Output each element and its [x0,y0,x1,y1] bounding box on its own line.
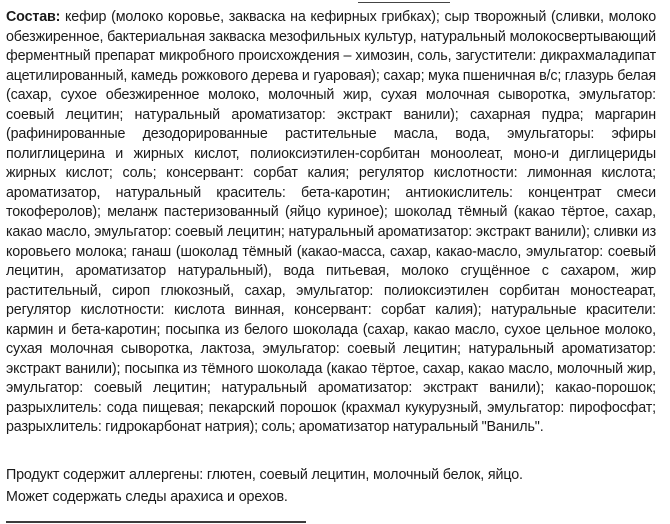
composition-heading: Состав: [6,9,61,25]
allergens-line: Продукт содержит аллергены: глютен, соевый лецитин, молочный белок, яйцо. [6,467,523,483]
composition-text: кефир (молоко коровье, закваска на кефирных грибках); сыр творожный (сливки, молоко обезжиренное, бактериальная закваска мезофильных культур, натуральный молокосвертывающий ферментный препарат микробного происхождения – химозин, соль, загустители: дикрахмаладипат ацетилированный, камедь рожкового дерева и гуаровая); сахар; мука пшеничная в/с; глазурь белая (сахар, сухое обезжиренное молоко, молочный жир, сухая молочная сыворотка, эмульгатор: соевый лецитин; натуральный ароматизатор: экстракт ванили); сахарная пудра; маргарин (рафинированные дезодорированные растительные масла, вода, эмульгаторы: эфиры полиглицерина и жирных кислот, полиоксиэтилен-сорбитан моноолеат, моно-и диглицериды жирных кислот; соль; консервант: сорбат калия; регулятор кислотности: лимонная кислота; ароматизатор, натуральный краситель: бета-каротин; антиокислитель: концентрат смеси токоферолов); меланж пастеризованный (яйцо куриное); шоколад тёмный (какао тёртое, сахар, какао масло, эмульгатор: соевый лецитин; натуральный ароматизатор: экстракт ванили); сливки из коровьего молока; ганаш (шоколад тёмный (какао-масса, сахар, какао-масло, эмульгатор: соевый лецитин, ароматизатор натуральный), вода питьевая, молоко сгущённое с сахаром, жир растительный, сироп глюкозный, сахар, эмульгатор: полиоксиэтилен сорбитан моностеарат, регулятор кислотности: кислота винная, консервант: сорбат калия); натуральные красители: кармин и бета-каротин; посыпка из белого шоколада (сахар, какао масло, сухое цельное молоко, сухая молочная сыворотка, лактоза, эмульгатор: соевый лецитин; натуральный ароматизатор: экстракт ванили); посыпка из тёмного шоколада (какао тёртое, сахар, какао масло, молочный жир, эмульгатор: соевый лецитин; натуральный ароматизатор: экстракт ванили); какао-порошок; разрыхлитель: сода пищевая; пекарский порошок (крахмал кукурузный, эмульгатор: пирофосфат; разрыхлитель: гидрокарбонат натрия); соль; ароматизатор натуральный "Ваниль". [6,9,656,436]
top-divider [358,2,450,3]
cropped-next-line [6,514,306,524]
composition-paragraph [6,8,656,438]
traces-line: Может содержать следы арахиса и орехов. [6,489,288,505]
